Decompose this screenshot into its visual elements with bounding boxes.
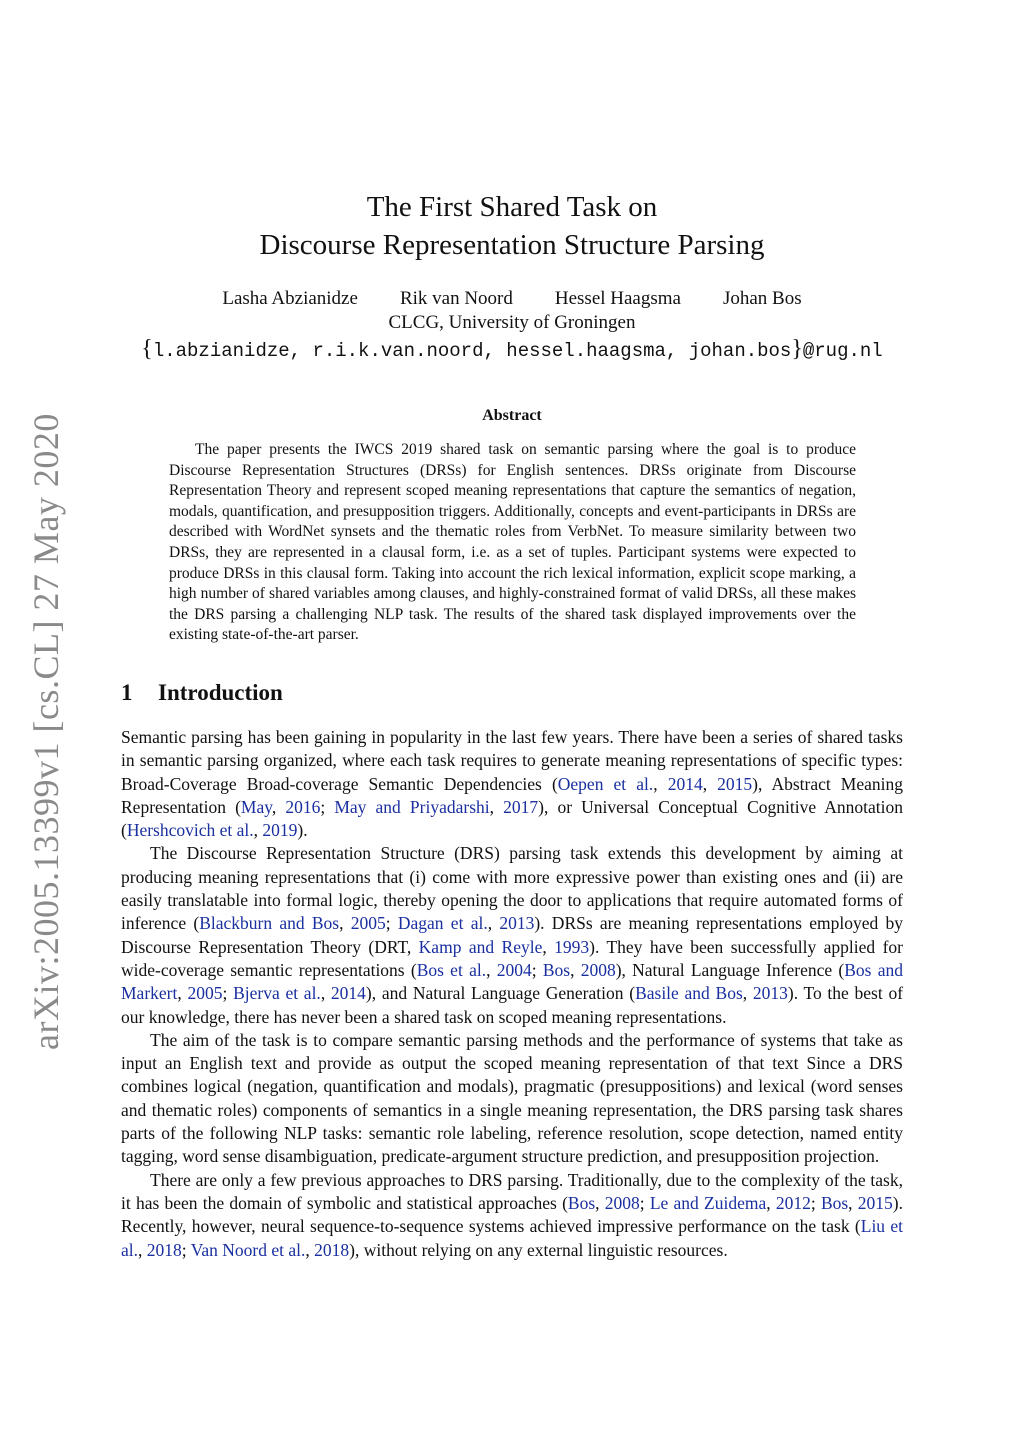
citation-link[interactable]: Dagan et al. bbox=[397, 913, 488, 934]
citation-link[interactable]: 2014 bbox=[330, 983, 366, 1004]
author-names bbox=[0, 287, 1024, 311]
citation-link[interactable]: Bos bbox=[820, 1192, 849, 1213]
author-name: Hessel Haagsma bbox=[554, 288, 681, 309]
citation-link[interactable]: Bos et al. bbox=[416, 959, 487, 980]
citation-link[interactable]: 2017 bbox=[503, 796, 539, 817]
citation-link[interactable]: Blackburn and Bos bbox=[199, 913, 340, 934]
author-name: Johan Bos bbox=[722, 288, 802, 309]
citation-link[interactable]: May bbox=[240, 796, 272, 817]
citation-link[interactable]: 2004 bbox=[496, 959, 532, 980]
citation-link[interactable]: Le and Zuidema bbox=[649, 1192, 767, 1213]
email-users: l.abzianidze, r.i.k.van.noord, hessel.haagsma, johan.bos bbox=[152, 340, 792, 362]
citation-link[interactable]: 2014 bbox=[667, 773, 703, 794]
section-title: Introduction bbox=[158, 680, 283, 705]
section-heading bbox=[121, 680, 283, 706]
citation-link[interactable]: 2012 bbox=[775, 1192, 811, 1213]
email-domain: @rug.nl bbox=[802, 340, 883, 362]
paper-title bbox=[0, 188, 1024, 264]
title-line-1: The First Shared Task on bbox=[366, 191, 658, 223]
citation-link[interactable]: 2005 bbox=[350, 913, 386, 934]
citation-link[interactable]: Bos and Markert bbox=[121, 959, 903, 1004]
citation-link[interactable]: Bjerva et al. bbox=[233, 983, 321, 1004]
citation-link[interactable]: 1993 bbox=[554, 936, 590, 957]
citation-link[interactable]: Bos bbox=[567, 1192, 596, 1213]
citation-link[interactable]: Oepen et al. bbox=[557, 773, 654, 794]
citation-link[interactable]: Van Noord et al. bbox=[190, 1239, 306, 1260]
citation-link[interactable]: 2013 bbox=[752, 983, 788, 1004]
citation-link[interactable]: 2019 bbox=[262, 820, 298, 841]
citation-link[interactable]: Hershcovich et al. bbox=[126, 820, 254, 841]
affiliation: CLCG, University of Groningen bbox=[388, 312, 636, 333]
paragraph: The Discourse Representation Structure (DRS) parsing task extends this development by aiming at producing meaning representations that (i) come with more expressive power than existing ones and (ii) are easily translatable into formal logic, thereby opening the door to applications that require automated forms of inference (Blackburn and Bos, 2005; Dagan et al., 2013). DRSs are meaning representations employed by Discourse Representation Theory (DRT, Kamp and Reyle, 1993). They have been successfully applied for wide-coverage semantic representations (Bos et al., 2004; Bos, 2008), Natural Language Inference (Bos and Markert, 2005; Bjerva et al., 2014), and Natural Language Generation (Basile and Bos, 2013). To the best of our knowledge, there has never been a shared task on scoped meaning representations. bbox=[121, 843, 904, 1027]
abstract-text: The paper presents the IWCS 2019 shared task on semantic parsing where the goal is to produce Discourse Representation Structures (DRSs) for English sentences. DRSs originate from Discourse Representation Theory and represent scoped meaning representations that capture the semantics of negation, modals, quantification, and presupposition triggers. Additionally, concepts and event-participants in DRSs are described with WordNet synsets and the thematic roles from VerbNet. To measure similarity between two DRSs, they are represented in a clausal form, i.e. as a set of tuples. Participant systems were expected to produce DRSs in this clausal form. Taking into account the rich lexical information, explicit scope marking, a high number of shared variables among clauses, and highly-constrained format of valid DRSs, all these makes the DRS parsing a challenging NLP task. The results of the shared task displayed improvements over the existing state-of-the-art parser. bbox=[169, 441, 856, 644]
citation-link[interactable]: 2015 bbox=[717, 773, 753, 794]
citation-link[interactable]: 2013 bbox=[499, 913, 535, 934]
citation-link[interactable]: Kamp and Reyle bbox=[418, 936, 543, 957]
citation-link[interactable]: 2008 bbox=[604, 1192, 640, 1213]
author-name: Rik van Noord bbox=[399, 288, 513, 309]
section-number: 1 bbox=[121, 680, 133, 705]
citation-link[interactable]: Basile and Bos bbox=[635, 983, 743, 1004]
citation-link[interactable]: 2008 bbox=[580, 959, 616, 980]
citation-link[interactable]: 2018 bbox=[146, 1239, 182, 1260]
abstract-heading: Abstract bbox=[482, 407, 542, 424]
citation-link[interactable]: 2015 bbox=[857, 1192, 893, 1213]
citation-link[interactable]: Liu et al. bbox=[121, 1216, 903, 1260]
citation-link[interactable]: May and Priyadarshi bbox=[334, 796, 490, 817]
author-emails: {l.abzianidze, r.i.k.van.noord, hessel.haagsma, johan.bos}@rug.nl bbox=[141, 336, 883, 362]
citation-link[interactable]: 2018 bbox=[314, 1239, 350, 1260]
author-block bbox=[0, 287, 1024, 363]
citation-link[interactable]: 2016 bbox=[285, 796, 321, 817]
paragraph: Semantic parsing has been gaining in popularity in the last few years. There have been a series of shared tasks in semantic parsing organized, where each task requires to generate meaning representations of specific types: Broad-Coverage Broad-coverage Semantic Dependencies (Oepen et al., 2014, 2015), Abstract Meaning Representation (May, 2016; May and Priyadarshi, 2017), or Universal Conceptual Cognitive Annotation (Hershcovich et al., 2019). bbox=[121, 727, 904, 841]
citation-link[interactable]: Bos bbox=[542, 959, 571, 980]
arxiv-side-stamp: arXiv:2005.13399v1 [cs.CL] 27 May 2020 bbox=[26, 413, 66, 1050]
citation-link[interactable]: 2005 bbox=[187, 983, 223, 1004]
body-text bbox=[121, 726, 903, 1262]
author-name: Lasha Abzianidze bbox=[222, 288, 358, 309]
paragraph: The aim of the task is to compare semantic parsing methods and the performance of systems that take as input an English text and provide as output the scoped meaning representation of that text Since a DRS combines logical (negation, quantification and modals), pragmatic (presuppositions) and lexical (word senses and thematic roles) components of semantics in a single meaning representation, the DRS parsing task shares parts of the following NLP tasks: semantic role labeling, reference resolution, scope detection, named entity tagging, word sense disambiguation, predicate-argument structure prediction, and presupposition projection. bbox=[121, 1029, 903, 1167]
title-line-2: Discourse Representation Structure Parsing bbox=[259, 229, 765, 261]
paragraph: There are only a few previous approaches to DRS parsing. Traditionally, due to the complexity of the task, it has been the domain of symbolic and statistical approaches (Bos, 2008; Le and Zuidema, 2012; Bos, 2015). Recently, however, neural sequence-to-sequence systems achieved impressive performance on the task (Liu et al., 2018; Van Noord et al., 2018), without relying on any external linguistic resources. bbox=[121, 1169, 903, 1260]
